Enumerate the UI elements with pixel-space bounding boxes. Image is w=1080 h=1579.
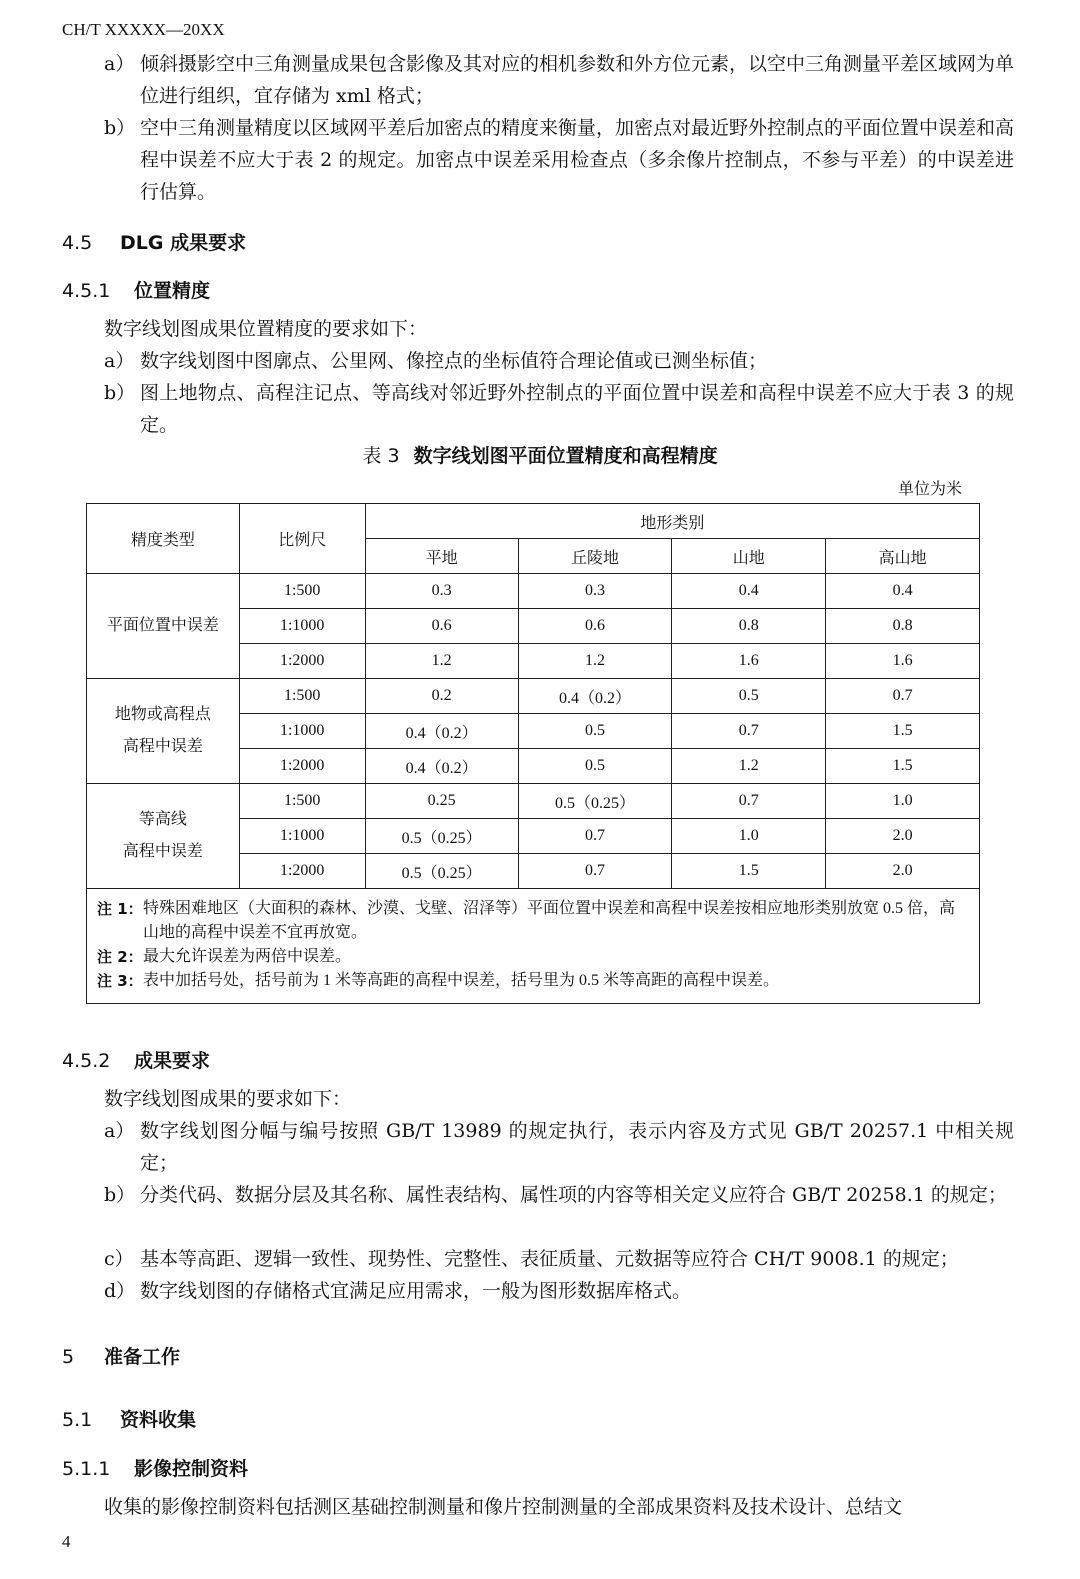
value-cell: 2.0 xyxy=(826,854,980,889)
value-cell: 1.2 xyxy=(365,644,518,679)
table-notes xyxy=(87,889,980,1004)
table-row xyxy=(87,784,980,819)
list-item-4-5-2-a xyxy=(104,1115,1014,1179)
value-cell: 0.7 xyxy=(518,854,672,889)
section-number: 5.1.1 xyxy=(62,1458,111,1480)
value-cell: 0.5（0.25） xyxy=(365,854,518,889)
scale-cell: 1:1000 xyxy=(239,714,365,749)
list-label: b） xyxy=(104,382,136,404)
value-cell: 0.4（0.2） xyxy=(365,714,518,749)
value-cell: 1.2 xyxy=(518,644,672,679)
accuracy-table xyxy=(86,503,980,1004)
value-cell: 1.5 xyxy=(826,749,980,784)
value-cell: 0.8 xyxy=(826,609,980,644)
note-label: 注 1： xyxy=(97,900,143,918)
list-text: 倾斜摄影空中三角测量成果包含影像及其对应的相机参数和外方位元素，以空中三角测量平差区域网为单位进行组织，宜存储为 xml 格式； xyxy=(140,53,1015,107)
heading-5 xyxy=(62,1342,180,1369)
value-cell: 1.6 xyxy=(672,644,826,679)
list-text: 分类代码、数据分层及其名称、属性表结构、属性项的内容等相关定义应符合 GB/T 20258.1 的规定； xyxy=(140,1184,1007,1206)
header-terrain: 地形类别 xyxy=(365,504,979,539)
list-item-4-5-2-b xyxy=(104,1179,1014,1211)
paragraph-5-1-1: 收集的影像控制资料包括测区基础控制测量和像片控制测量的全部成果资料及技术设计、总结文 xyxy=(104,1496,903,1518)
value-cell: 0.5（0.25） xyxy=(518,784,672,819)
group-label-line: 地物或高程点 xyxy=(114,706,211,723)
group-label xyxy=(87,574,240,679)
table-row xyxy=(87,679,980,714)
list-item-4-5-2-d xyxy=(104,1275,1014,1307)
paragraph-4-5-1-intro: 数字线划图成果位置精度的要求如下： xyxy=(104,318,428,340)
value-cell: 0.5（0.25） xyxy=(365,819,518,854)
table-note xyxy=(97,969,969,993)
table-note xyxy=(97,897,969,945)
list-item-4-5-1-a xyxy=(104,345,1014,377)
header-scale: 比例尺 xyxy=(239,504,365,574)
note-text: 最大允许误差为两倍中误差。 xyxy=(143,948,352,965)
section-number: 5.1 xyxy=(62,1409,93,1431)
value-cell: 1.6 xyxy=(826,644,980,679)
list-item-top-b xyxy=(104,112,1014,208)
header-high-mountain: 高山地 xyxy=(826,539,980,574)
value-cell: 0.7 xyxy=(826,679,980,714)
list-text: 基本等高距、逻辑一致性、现势性、完整性、表征质量、元数据等应符合 CH/T 9008.1 的规定； xyxy=(140,1248,959,1270)
value-cell: 1.2 xyxy=(672,749,826,784)
list-text: 数字线划图的存储格式宜满足应用需求，一般为图形数据库格式。 xyxy=(140,1280,692,1302)
section-title: 成果要求 xyxy=(134,1050,211,1072)
value-cell: 2.0 xyxy=(826,819,980,854)
group-label-line: 高程中误差 xyxy=(122,738,203,755)
value-cell: 0.5 xyxy=(518,749,672,784)
section-number: 4.5 xyxy=(62,232,93,254)
value-cell: 1.5 xyxy=(672,854,826,889)
section-title: 影像控制资料 xyxy=(134,1458,249,1480)
paragraph-4-5-2-intro: 数字线划图成果的要求如下： xyxy=(104,1088,352,1110)
list-label: a） xyxy=(104,1120,135,1142)
scale-cell: 1:2000 xyxy=(239,749,365,784)
table-caption: 数字线划图平面位置精度和高程精度 xyxy=(413,445,718,467)
value-cell: 1.0 xyxy=(826,784,980,819)
value-cell: 0.4 xyxy=(672,574,826,609)
section-title: 准备工作 xyxy=(104,1346,181,1368)
list-label: d） xyxy=(104,1280,136,1302)
note-label: 注 3： xyxy=(97,972,143,990)
list-item-4-5-2-c xyxy=(104,1243,1014,1275)
group-label-line: 高程中误差 xyxy=(122,843,203,860)
list-label: b） xyxy=(104,1184,136,1206)
section-title: DLG 成果要求 xyxy=(120,232,247,254)
heading-4-5-1 xyxy=(62,276,210,303)
value-cell: 0.3 xyxy=(365,574,518,609)
value-cell: 1.0 xyxy=(672,819,826,854)
group-label-line: 等高线 xyxy=(138,811,187,828)
list-label: a） xyxy=(104,53,135,75)
table-note xyxy=(97,945,969,969)
table-unit: 单位为米 xyxy=(897,479,962,498)
list-text: 空中三角测量精度以区域网平差后加密点的精度来衡量，加密点对最近野外控制点的平面位置中误差和高程中误差不应大于表 2 的规定。加密点中误差采用检查点（多余像片控制点，不参与平差）的中误差进行估算。 xyxy=(140,117,1015,203)
list-label: c） xyxy=(104,1248,134,1270)
value-cell: 0.3 xyxy=(518,574,672,609)
header-hill: 丘陵地 xyxy=(518,539,672,574)
scale-cell: 1:500 xyxy=(239,784,365,819)
value-cell: 0.6 xyxy=(365,609,518,644)
document-code: CH/T XXXXX—20XX xyxy=(62,20,225,39)
section-title: 位置精度 xyxy=(134,280,211,302)
group-label xyxy=(87,784,240,889)
value-cell: 0.4 xyxy=(826,574,980,609)
heading-5-1 xyxy=(62,1405,196,1432)
table-header-row xyxy=(87,504,980,539)
section-number: 4.5.1 xyxy=(62,280,111,302)
table-number: 表 3 xyxy=(362,445,400,467)
group-label xyxy=(87,679,240,784)
value-cell: 0.7 xyxy=(672,714,826,749)
scale-cell: 1:500 xyxy=(239,574,365,609)
section-number: 4.5.2 xyxy=(62,1050,111,1072)
value-cell: 0.6 xyxy=(518,609,672,644)
section-title: 资料收集 xyxy=(120,1409,197,1431)
table-row xyxy=(87,574,980,609)
scale-cell: 1:1000 xyxy=(239,819,365,854)
list-item-top-a xyxy=(104,48,1014,112)
list-label: a） xyxy=(104,350,135,372)
scale-cell: 1:500 xyxy=(239,679,365,714)
scale-cell: 1:2000 xyxy=(239,854,365,889)
scale-cell: 1:2000 xyxy=(239,644,365,679)
value-cell: 0.5 xyxy=(672,679,826,714)
heading-4-5 xyxy=(62,228,246,255)
value-cell: 0.7 xyxy=(672,784,826,819)
value-cell: 0.8 xyxy=(672,609,826,644)
heading-5-1-1 xyxy=(62,1454,248,1481)
value-cell: 1.5 xyxy=(826,714,980,749)
value-cell: 0.2 xyxy=(365,679,518,714)
header-mountain: 山地 xyxy=(672,539,826,574)
table-notes-row xyxy=(87,889,980,1004)
value-cell: 0.25 xyxy=(365,784,518,819)
scale-cell: 1:1000 xyxy=(239,609,365,644)
value-cell: 0.4（0.2） xyxy=(365,749,518,784)
note-label: 注 2： xyxy=(97,948,143,966)
heading-4-5-2 xyxy=(62,1046,210,1073)
group-label-line: 平面位置中误差 xyxy=(106,617,219,634)
table-title xyxy=(0,441,1080,468)
page-number: 4 xyxy=(62,1532,71,1551)
value-cell: 0.7 xyxy=(518,819,672,854)
note-text: 特殊困难地区（大面积的森林、沙漠、戈壁、沼泽等）平面位置中误差和高程中误差按相应地形类别放宽 0.5 倍，高山地的高程中误差不宜再放宽。 xyxy=(143,900,956,941)
list-label: b） xyxy=(104,117,136,139)
list-text: 数字线划图分幅与编号按照 GB/T 13989 的规定执行，表示内容及方式见 GB/T 20257.1 中相关规定； xyxy=(140,1120,1014,1174)
list-text: 数字线划图中图廓点、公里网、像控点的坐标值符合理论值或已测坐标值； xyxy=(140,350,768,372)
header-flat: 平地 xyxy=(365,539,518,574)
value-cell: 0.5 xyxy=(518,714,672,749)
header-type: 精度类型 xyxy=(87,504,240,574)
list-item-4-5-1-b xyxy=(104,377,1014,441)
note-text: 表中加括号处，括号前为 1 米等高距的高程中误差，括号里为 0.5 米等高距的高程中误差。 xyxy=(143,972,780,989)
value-cell: 0.4（0.2） xyxy=(518,679,672,714)
list-text: 图上地物点、高程注记点、等高线对邻近野外控制点的平面位置中误差和高程中误差不应大于表 3 的规定。 xyxy=(140,382,1014,436)
section-number: 5 xyxy=(62,1346,75,1368)
